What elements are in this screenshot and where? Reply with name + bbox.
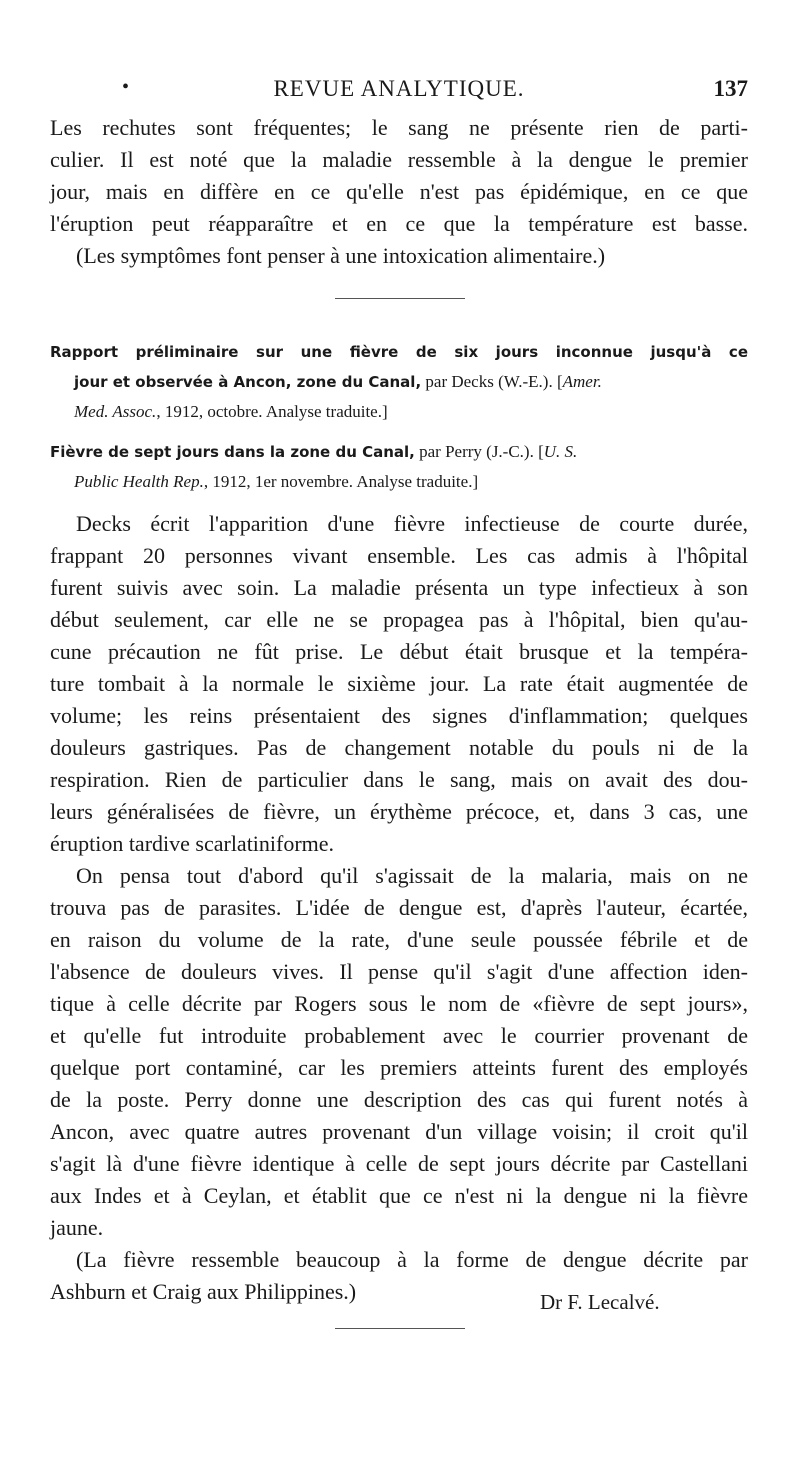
- text-line: Ancon, avec quatre autres provenant d'un village voisin; il croit qu'il: [50, 1119, 748, 1144]
- text-line: (Les symptômes font penser à une intoxication alimentaire.): [76, 243, 606, 268]
- text-line: jaune.: [50, 1215, 104, 1240]
- text-line: On pensa tout d'abord qu'il s'agissait de la malaria, mais on ne: [76, 863, 748, 888]
- biblio-journal: Med. Assoc.: [74, 402, 157, 421]
- intro-paragraph: [50, 112, 748, 272]
- text-line: l'absence de douleurs vives. Il pense qu'il s'agit d'une affection iden-: [50, 959, 748, 984]
- text-line: aux Indes et à Ceylan, et établit que ce n'est ni la dengue ni la fièvre: [50, 1183, 748, 1208]
- biblio-title: Fièvre de sept jours dans la zone du Canal,: [50, 443, 415, 461]
- body-text: [50, 508, 748, 1308]
- text-line: leurs généralisées de fièvre, un érythème précoce, et, dans 3 cas, une: [50, 799, 748, 824]
- text-line: frappant 20 personnes vivant ensemble. Les cas admis à l'hôpital: [50, 543, 748, 568]
- end-divider: [335, 1328, 465, 1329]
- text-line: furent suivis avec soin. La maladie présenta un type infectieux à son: [50, 575, 748, 600]
- text-line: (La fièvre ressemble beaucoup à la forme de dengue décrite par: [76, 1247, 748, 1272]
- text-line: volume; les reins présentaient des signes d'inflammation; quelques: [50, 703, 748, 728]
- biblio-journal: U. S.: [543, 442, 578, 461]
- biblio-title-line: [50, 367, 748, 397]
- text-line: culier. Il est noté que la maladie ressemble à la dengue le premier: [50, 147, 748, 172]
- text-line: douleurs gastriques. Pas de changement notable du pouls ni de la: [50, 735, 748, 760]
- text-line: jour, mais en diffère en ce qu'elle n'est pas épidémique, en ce que: [50, 179, 748, 204]
- bibliography-entry-decks: [50, 337, 748, 427]
- biblio-title-line: Rapport préliminaire sur une fièvre de six jours inconnue jusqu'à ce: [50, 343, 748, 361]
- page-header: [50, 76, 748, 106]
- text-line: en raison du volume de la rate, d'une seule poussée fébrile et de: [50, 927, 748, 952]
- text-line: Les rechutes sont fréquentes; le sang ne présente rien de parti-: [50, 115, 748, 140]
- text-line: début seulement, car elle ne se propagea pas à l'hôpital, bien qu'au-: [50, 607, 748, 632]
- text-line: de la poste. Perry donne une description des cas qui furent notés à: [50, 1087, 748, 1112]
- text-line: éruption tardive scarlatiniforme.: [50, 831, 335, 856]
- text-line: quelque port contaminé, car les premiers atteints furent des employés: [50, 1055, 748, 1080]
- text-line: Ashburn et Craig aux Philippines.): [50, 1279, 357, 1304]
- biblio-source-detail: , 1912, octobre. Analyse traduite.]: [156, 402, 388, 421]
- page-number: 137: [713, 76, 748, 101]
- text-line: tique à celle décrite par Rogers sous le nom de «fièvre de sept jours»,: [50, 991, 748, 1016]
- running-title: REVUE ANALYTIQUE.: [273, 76, 525, 101]
- header-bullet: •: [122, 76, 130, 98]
- biblio-journal: Amer.: [562, 372, 602, 391]
- author-signature: Dr F. Lecalvé.: [540, 1290, 660, 1314]
- section-divider: [335, 298, 465, 299]
- text-line: trouva pas de parasites. L'idée de dengue est, d'après l'auteur, écartée,: [50, 895, 748, 920]
- bibliography-entry-perry: [50, 437, 748, 497]
- biblio-author: par Decks (W.-E.). [: [421, 372, 563, 391]
- biblio-source-detail: , 1912, 1er novembre. Analyse traduite.]: [203, 472, 479, 491]
- text-line: l'éruption peut réapparaître et en ce que la température est basse.: [50, 211, 748, 236]
- biblio-title-line: [50, 437, 748, 467]
- biblio-source-line: [50, 467, 748, 497]
- text-line: s'agit là d'une fièvre identique à celle de sept jours décrite par Castellani: [50, 1151, 748, 1176]
- biblio-journal: Public Health Rep.: [74, 472, 204, 491]
- biblio-author: par Perry (J.-C.). [: [414, 442, 544, 461]
- biblio-title-end: jour et observée à Ancon, zone du Canal,: [74, 373, 422, 391]
- text-line: Decks écrit l'apparition d'une fièvre infectieuse de courte durée,: [76, 511, 748, 536]
- text-line: cune précaution ne fût prise. Le début était brusque et la tempéra-: [50, 639, 748, 664]
- text-line: ture tombait à la normale le sixième jour. La rate était augmentée de: [50, 671, 748, 696]
- text-line: et qu'elle fut introduite probablement avec le courrier provenant de: [50, 1023, 748, 1048]
- text-line: respiration. Rien de particulier dans le sang, mais on avait des dou-: [50, 767, 748, 792]
- biblio-source-line: [50, 397, 748, 427]
